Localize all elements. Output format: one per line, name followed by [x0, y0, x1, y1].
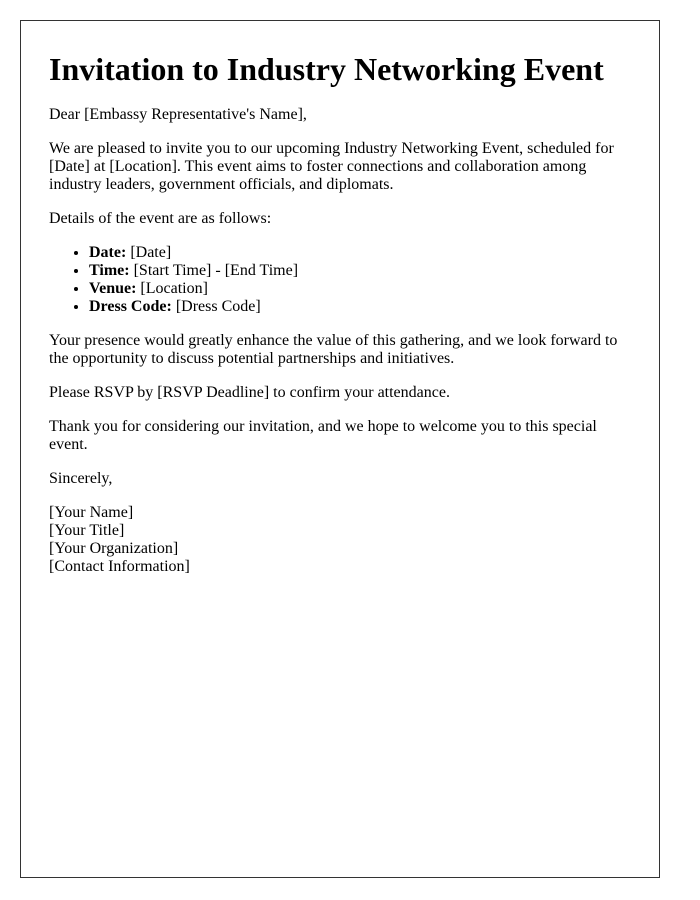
letter-container	[20, 20, 660, 878]
signature-contact: [Contact Information]	[49, 558, 190, 575]
event-details-list	[49, 244, 631, 316]
detail-dress-code	[89, 298, 631, 316]
detail-time	[89, 262, 631, 280]
detail-venue	[89, 280, 631, 298]
signature-title: [Your Title]	[49, 522, 125, 539]
details-intro: Details of the event are as follows:	[49, 210, 272, 227]
presence-paragraph: Your presence would greatly enhance the value of this gathering, and we look forward to the opportunity to discuss potential partnerships and initiatives.	[49, 332, 618, 367]
detail-value: [Location]	[136, 280, 208, 297]
detail-value: [Date]	[126, 244, 172, 261]
detail-label: Dress Code:	[89, 298, 172, 315]
intro-paragraph: We are pleased to invite you to our upcoming Industry Networking Event, scheduled for [Date] at [Location]. This event aims to foster connections and collaboration among industry leaders, government officials, and diplomats.	[49, 140, 614, 193]
detail-value: [Dress Code]	[171, 298, 261, 315]
letter-title: Invitation to Industry Networking Event	[49, 51, 604, 87]
detail-label: Date:	[89, 244, 127, 261]
detail-value: [Start Time] - [End Time]	[129, 262, 299, 279]
detail-label: Venue:	[89, 280, 137, 297]
signature-name: [Your Name]	[49, 504, 134, 521]
rsvp-paragraph: Please RSVP by [RSVP Deadline] to confirm your attendance.	[49, 384, 450, 401]
thanks-paragraph: Thank you for considering our invitation, and we hope to welcome you to this special event.	[49, 418, 597, 453]
signature-block	[49, 504, 631, 576]
salutation: Dear [Embassy Representative's Name],	[49, 106, 307, 123]
detail-label: Time:	[89, 262, 130, 279]
detail-date	[89, 244, 631, 262]
signature-organization: [Your Organization]	[49, 540, 179, 557]
closing: Sincerely,	[49, 470, 113, 487]
